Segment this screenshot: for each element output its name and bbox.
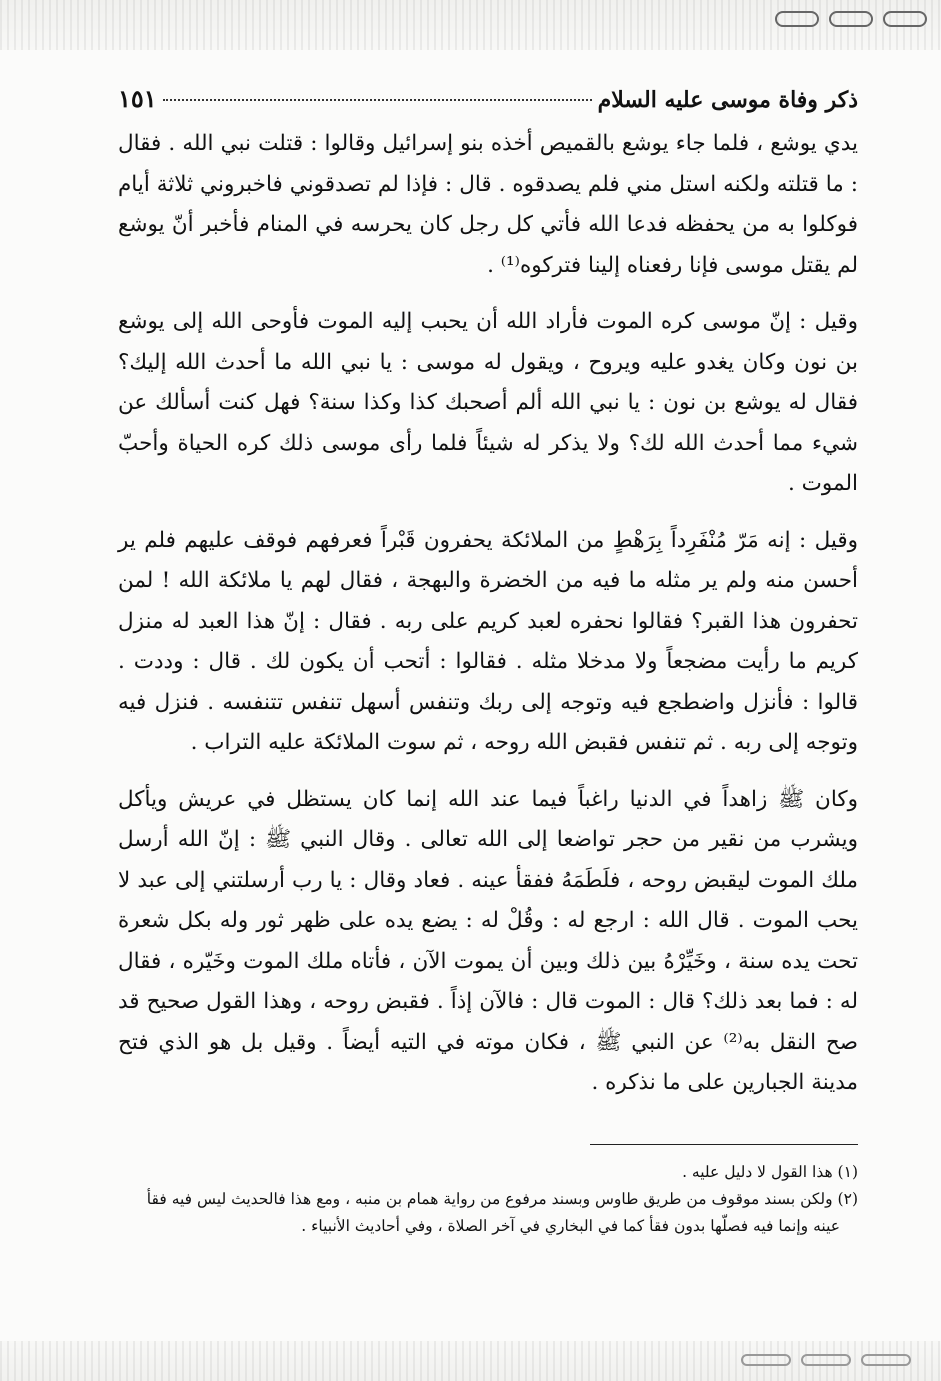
book-page xyxy=(118,84,858,1240)
footnote-2: (٢) ولكن بسند موقوف من طريق طاوس وبسند مرفوع من رواية همام بن منبه ، ومع هذا فالحديث ليس فيه فقأ xyxy=(146,1189,858,1208)
footnote-1: (١) هذا القول لا دليل عليه . xyxy=(682,1162,858,1181)
page-number: ١٥١ xyxy=(118,84,157,113)
bottom-ornament xyxy=(611,1353,911,1367)
header-leader-dots xyxy=(163,99,592,101)
top-ornament xyxy=(627,10,927,28)
footnote-separator xyxy=(590,1144,858,1145)
paragraph-3: وقيل : إنه مَرّ مُنْفَرِداً بِرَهْطٍ من الملائكة يحفرون قَبْراً فعرفهم فوقف عليهم فلم ير أحسن منه ولم ير مثله ما فيه من الخضرة والبهجة ، فقال لهم يا ملائكة الله ! لمن تحفرون هذا القبر؟ فقالوا نحفره لعبد كريم على ربه . فقال : إنّ هذا العبد له منزل كريم ما رأيت مضجعاً ولا مدخلا مثله . فقالوا : أتحب أن يكون لك . قال : وددت . قالوا : فأنزل واضطجع فيه وتوجه إلى ربك وتنفس أسهل تنفس تتنفسه . فنزل فيه وتوجه إلى ربه . ثم تنفس فقبض الله روحه ، ثم سوت الملائكة عليه التراب . xyxy=(118,527,858,755)
chapter-title: ذكر وفاة موسى عليه السلام xyxy=(597,87,858,113)
footnote-2-continuation: عينه وإنما فيه فصلّها بدون فقأ كما في البخاري في آخر الصلاة ، وفي أحاديث الأنبياء . xyxy=(301,1216,840,1235)
paragraph-2: وقيل : إنّ موسى كره الموت فأراد الله أن يحبب إليه الموت فأوحى الله إلى يوشع بن نون وكان يغدو عليه ويروح ، ويقول له موسى : يا نبي الله ما أحدث الله إليك؟ فقال له يوشع بن نون : يا نبي الله ألم أصحبك كذا وكذا سنة؟ فهل كنت أسألك عن شيء مما أحدث الله لك؟ ولا يذكر له شيئاً فلما رأى موسى ذلك كره الحياة وأحبّ الموت . xyxy=(118,309,858,496)
paragraph-1: يدي يوشع ، فلما جاء يوشع بالقميص أخذه بنو إسرائيل وقالوا : قتلت نبي الله . فقال : ما قتلته ولكنه استل مني فلم يصدقوه . قال : فإذا لم تصدقوني فاخبروني ثلاثة أيام فوكلوا به من يحفظه فدعا الله فأتي كل رجل كان يحرسه في المنام فأخبر أنّ يوشع لم يقتل موسى فإنا رفعناه إلينا فتركوه⁽¹⁾ . xyxy=(118,131,858,278)
paragraph-4: وكان ﷺ زاهداً في الدنيا راغباً فيما عند الله إنما كان يستظل في عريش ويأكل ويشرب من نقير من حجر تواضعا إلى الله تعالى . وقال النبي ﷺ : إنّ الله أرسل ملك الموت ليقبض روحه ، فلَطَمَهُ ففقأ عينه . فعاد وقال : يا رب أرسلتني إلى عبد لا يحب الموت . قال الله : ارجع له : وقُلْ له : يضع يده على ظهر ثور وله بكل شعرة تحت يده سنة ، وخَيِّرْهُ بين ذلك وبين أن يموت الآن ، فأتاه ملك الموت وخَيّره ، فقال له : فما بعد ذلك؟ قال : الموت قال : فالآن إذاً . فقبض روحه ، وهذا القول صحيح قد صح النقل به⁽²⁾ عن النبي ﷺ ، فكان موته في التيه أيضاً . وقيل بل هو الذي فتح مدينة الجبارين على ما نذكره . xyxy=(118,786,858,1095)
running-header xyxy=(118,84,858,122)
